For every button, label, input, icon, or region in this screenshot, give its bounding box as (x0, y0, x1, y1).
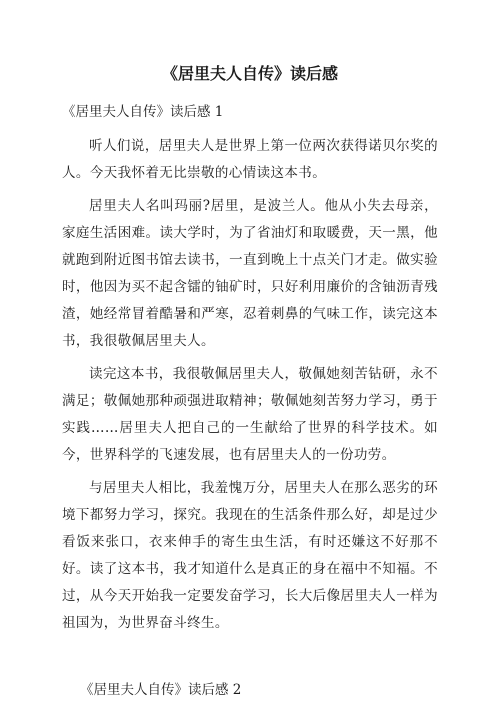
paragraph-2: 居里夫人名叫玛丽?居里，是波兰人。他从小失去母亲，家庭生活困难。读大学时，为了省油灯和取暖费，天一黑，他就跑到附近图书馆去读书，一直到晚上十点关门才走。做实验时，他因为买不起含镭的铀矿时，只好利用廉价的含铀沥青残渣，她经常冒着酷暑和严寒，忍着刺鼻的气味工作，读完这本书，我很敬佩居里夫人。 (62, 198, 438, 349)
paragraph-4: 与居里夫人相比，我羞愧万分，居里夫人在那么恶劣的环境下都努力学习，探究。我现在的生活条件那么好，却是过少看饭来张口，衣来伸手的寄生虫生活，有时还嫌这不好那不好。读了这本书，我才知道什么是真正的身在福中不知福。不过，从今天开始我一定要发奋学习，长大后像居里夫人一样为祖国为，为世界奋斗终生。 (62, 480, 438, 631)
section-heading-2: 《居里夫人自传》读后感 2 (80, 682, 242, 698)
paragraph-1: 听人们说，居里夫人是世界上第一位两次获得诺贝尔奖的人。今天我怀着无比崇敬的心情读这本书。 (62, 138, 438, 181)
section-heading-1: 《居里夫人自传》读后感 1 (62, 104, 224, 120)
paragraph-3: 读完这本书，我很敬佩居里夫人，敬佩她刻苦钻研，永不满足；敬佩她那种顽强进取精神；敬佩她刻苦努力学习，勇于实践……居里夫人把自己的一生献给了世界的科学技术。如今，世界科学的飞速发展，也有居里夫人的一份功劳。 (62, 366, 438, 463)
document-title: 《居里夫人自传》读后感 (161, 64, 338, 83)
